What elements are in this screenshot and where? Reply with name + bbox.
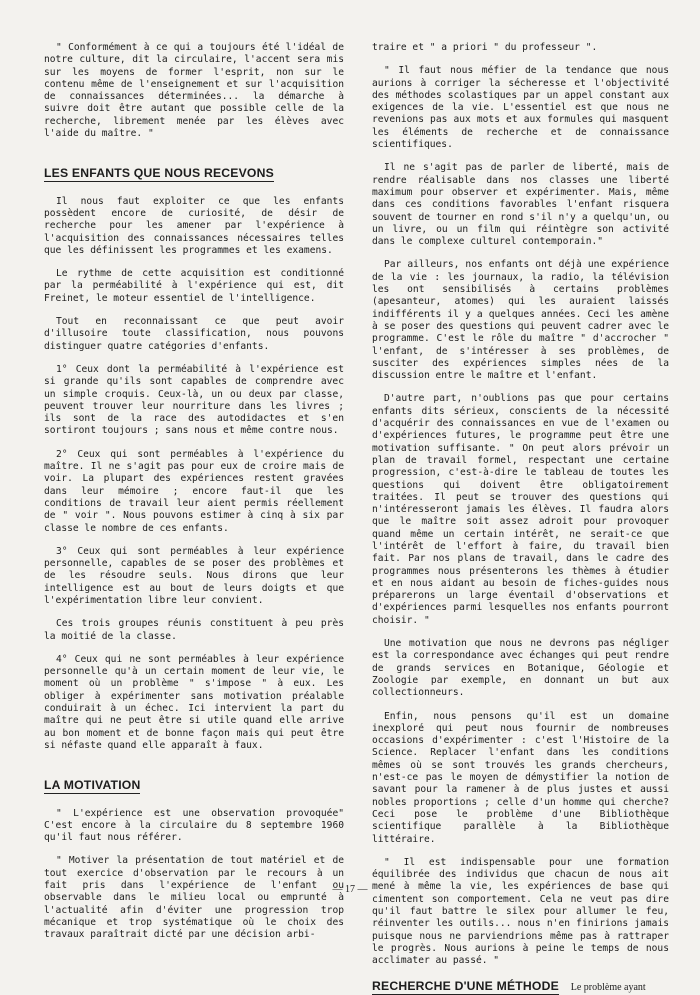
paragraph: Une motivation que nous ne devrons pas négliger est la correspondance avec échanges qui peut rendre de grands services en Botanique, Géologie et Zoologie par exemple, en donnant un but aux collectionneurs. <box>372 638 669 699</box>
left-column <box>44 42 344 953</box>
paragraph: 2° Ceux qui sont perméables à l'expérience du maître. Il ne s'agit pas pour eux de croire mais de voir. La plupart des expériences restent gravées dans leur mémoire ; encore faut-il que les conditions de travail leur aient permis réellement de " voir ". Nous pouvons estimer à cinq à six par classe le nombre de ces enfants. <box>44 448 344 534</box>
paragraph: Le rythme de cette acquisition est conditionné par la perméabilité à l'expérience qui est, dit Freinet, le moteur essentiel de l'intelligence. <box>44 268 344 304</box>
paragraph: traire et " a priori " du professeur ". <box>372 42 598 53</box>
paragraph: " L'expérience est une observation provoquée" C'est encore à la circulaire du 8 septembre 1960 qu'il faut nous référer. <box>44 807 344 844</box>
paragraph: 1° Ceux dont la perméabilité à l'expérience est si grande qu'ils sont capables de comprendre avec un simple croquis. Ceux-là, un ou deux par classe, peuvent trouver leur nourriture dans les livres ; ils sont de la race des autodidactes et s'en sortiront toujours ; sans nous et même contre nous. <box>44 363 344 437</box>
paragraph: Enfin, nous pensons qu'il est un domaine inexploré qui peut nous fournir de nombreuses occasions d'expérimenter : c'est l'Histoire de la Science. Replacer l'enfant dans les conditions mêmes où se sont trouvés les grands chercheurs, n'est-ce pas le moyen de démystifier la notion de savant pour la ramener à de plus justes et aussi nobles proportions ; celle d'un homme qui cherche? Ceci pose le problème d'une Bibliothèque scientifique parallèle à la Bibliothèque littéraire. <box>372 710 669 845</box>
paragraph: " Il est indispensable pour une formation équilibrée des individus que chacun de nous ait mené à même la vie, les expériences de base qui cimentent son comportement. Cela ne veut pas dire qu'il faut battre le silex pour allumer le feu, réinventer les outils... nous n'en finirions jamais puisque nous ne parviendrions même pas à rattraper le progrès. Nous aurions à peine le temps de nous acclimater au passé. " <box>372 856 669 967</box>
paragraph: Il nous faut exploiter ce que les enfants possèdent encore de curiosité, de désir de recherche pour les amener par l'expérience à l'acquisition des connaissances nécessaires telles que les définissent les programmes et les examens. <box>44 195 344 256</box>
section-heading-motivation: LA MOTIVATION <box>44 778 141 793</box>
continuation-text: Le problème ayant <box>570 982 646 994</box>
paragraph: 3° Ceux qui sont perméables à leur expérience personnelle, capables de se poser des problèmes et de les résoudre seuls. Nous dirons que leur intelligence est au bout de leurs doigts et que l'expérimentation libre leur convient. <box>44 545 344 606</box>
paragraph: " Motiver la présentation de tout matériel et de tout exercice d'observation par le recours à un fait pris dans l'expérience de l'enfant ou observable dans le milieu local ou emprunté à l'actualité afin d'éviter une progression trop mécanique et trop systématique où le choix des travaux paraîtrait dicté par une décision arbi- <box>44 855 344 941</box>
section-heading-methode: RECHERCHE D'UNE MÉTHODE <box>372 979 559 994</box>
paragraph: " Il faut nous méfier de la tendance que nous aurions à corriger la sécheresse et l'objectivité des méthodes scolastiques par un appel constant aux exigences de la vie. L'essentiel est que nous ne revenions pas aux mots et aux formules qui masquent les éléments de recherche et de connaissance scientifiques. <box>372 65 669 151</box>
paragraph: Il ne s'agit pas de parler de liberté, mais de rendre réalisable dans nos classes une liberté maximum pour observer et expérimenter. Mais, même dans ces conditions favorables l'enfant risquera souvent de tourner en rond s'il n'y a quelqu'un, ou un livre, ou un film qui réintègre son activité dans le complexe culturel contemporain." <box>372 162 669 248</box>
paragraph: D'autre part, n'oublions pas que pour certains enfants dits sérieux, conscients de la nécessité d'acquérir des connaissances en vue de l'examen ou d'expériences futures, le programme peut être une motivation suffisante. " On peut alors prévoir un plan de travail formel, respectant une certaine progression, c'est-à-dire le tableau de toutes les questions qui doivent être obligatoirement traitées. Il peut se trouver des questions qui n'intéresseront jamais les élèves. Il faudra alors que le maître soit assez adroit pour provoquer quand même un certain intérêt, ne serait-ce que l'intérêt de l'effort à faire, du travail bien fait. Par nos plans de travail, dans le cadre des programmes nous présenterons les thèmes à étudier et en nous aidant au besoin de fiches-guides nous préparerons un large éventail d'observations et d'expériences parmi lesquelles nos enfants pourront choisir. " <box>372 393 669 626</box>
right-column <box>372 42 669 995</box>
paragraph: Tout en reconnaissant ce que peut avoir d'illusoire toute classification, nous pouvons distinguer quatre catégories d'enfants. <box>44 316 344 352</box>
paragraph: Ces trois groupes réunis constituent à peu près la moitié de la classe. <box>44 618 344 642</box>
page-number: — 17 — <box>332 884 368 895</box>
paragraph: 4° Ceux qui ne sont perméables à leur expérience personnelle qu'à un certain moment de leur vie, le moment où un problème " s'impose " à eux. Les obliger à expérimenter sans motivation préalable conduirait à un échec. Ici intervient la part du maître qui ne peut être si utile quand elle arrive au bon moment et de bonne façon mais qui peut être si néfaste quand elle apparaît à faux. <box>44 653 344 751</box>
paragraph: " Conformément à ce qui a toujours été l'idéal de notre culture, dit la circulaire, l'accent sera mis sur les moyens de former l'esprit, non sur le contenu même de l'enseignement et sur l'acquisition de connaissances déterminées... la démarche à suivre doit être autant que possible celle de la recherche, librement menée par les élèves avec l'aide du maître. " <box>44 42 344 140</box>
paragraph: Par ailleurs, nos enfants ont déjà une expérience de la vie : les journaux, la radio, la télévision les ont sensibilisés à certains problèmes (apesanteur, atomes) qui les auraient laissés indifférents il y a quelques années. Ceci les amène à se poser des questions qui peuvent cadrer avec le programme. C'est le rôle du maître " d'accrocher " l'enfant, de s'intéresser à ses problèmes, de susciter des expériences simples nées de la discussion entre le maître et l'enfant. <box>372 259 669 382</box>
section-heading-enfants: LES ENFANTS QUE NOUS RECEVONS <box>44 166 274 181</box>
